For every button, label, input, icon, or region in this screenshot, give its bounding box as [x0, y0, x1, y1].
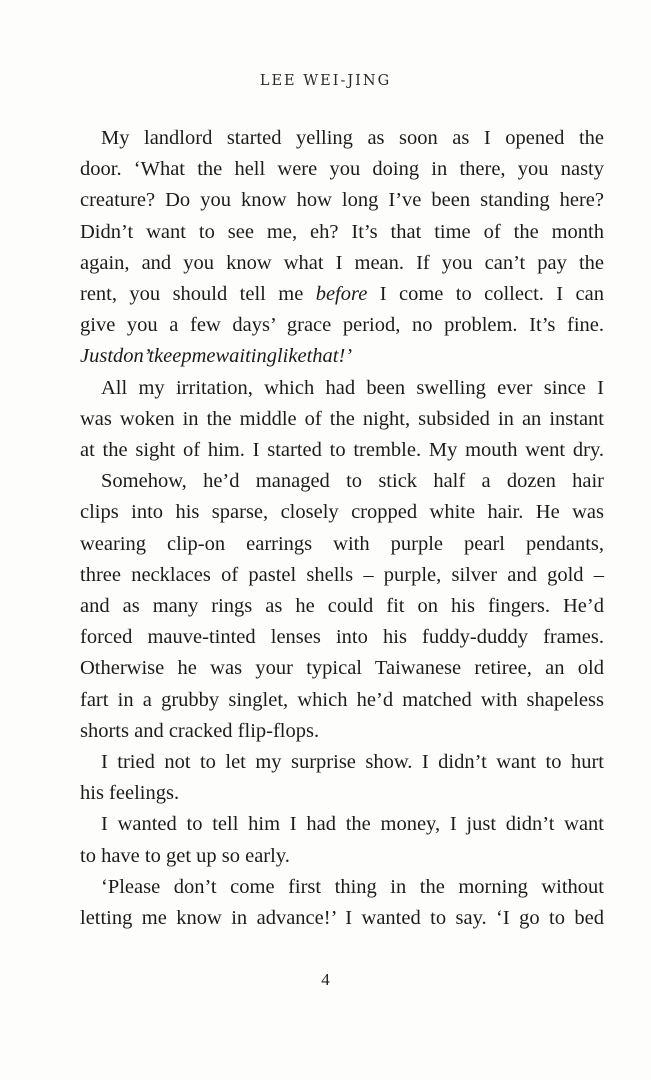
text-line: door. ‘What the hell were you doing in there, you nasty [80, 158, 604, 181]
paragraph [80, 872, 604, 934]
paragraph [80, 466, 604, 747]
text-line-italic [80, 341, 604, 372]
paragraph [80, 747, 604, 809]
paragraph [80, 123, 604, 373]
text-line: three necklaces of pastel shells – purple, silver and gold – [80, 563, 604, 586]
text-line-with-italic: rent, you should tell me before I come to collect. I can [80, 283, 604, 306]
paragraph [80, 373, 604, 467]
text-line: and as many rings as he could fit on his fingers. He’d [80, 595, 604, 618]
italic-shout: Justdon’tkeepmewaitinglikethat!’ [80, 345, 353, 368]
text-line: All my irritation, which had been swelling ever since I [101, 376, 604, 399]
page-number: 4 [321, 970, 330, 989]
running-head: LEE WEI-JING [259, 73, 392, 89]
text-line: Somehow, he’d managed to stick half a dozen hair [101, 470, 604, 493]
text-line: I tried not to let my surprise show. I didn’t want to hurt [101, 751, 604, 774]
text-line: forced mauve-tinted lenses into his fuddy-duddy frames. [80, 626, 604, 649]
italic-emphasis: before [315, 283, 368, 306]
text-line: wearing clip-on earrings with purple pearl pendants, [80, 532, 604, 555]
text-line: creature? Do you know how long I’ve been standing here? [80, 189, 604, 212]
text-line: Otherwise he was your typical Taiwanese retiree, an old [80, 657, 604, 680]
text-line: My landlord started yelling as soon as I opened the [101, 127, 604, 149]
text-line: Didn’t want to see me, eh? It’s that time of the month [80, 220, 604, 243]
text-line: I wanted to tell him I had the money, I just didn’t want [101, 813, 604, 836]
text-line: fart in a grubby singlet, which he’d matched with shapeless [80, 688, 604, 711]
text-line: ‘Please don’t come first thing in the morning without [101, 875, 604, 898]
text-line: at the sight of him. I started to tremble. My mouth went dry. [80, 439, 604, 462]
text-line: his feelings. [80, 782, 180, 805]
text-line: again, and you know what I mean. If you can’t pay the [80, 251, 604, 274]
paragraph [80, 809, 604, 871]
text-line: letting me know in advance!’ I wanted to say. ‘I go to bed [80, 907, 604, 930]
text-line: to have to get up so early. [80, 844, 290, 867]
text-line: was woken in the middle of the night, subsided in an instant [80, 407, 604, 430]
body-text [80, 123, 604, 934]
text-line: shorts and cracked flip-flops. [80, 719, 320, 742]
text-line: give you a few days’ grace period, no problem. It’s fine. [80, 314, 604, 337]
text-line: clips into his sparse, closely cropped white hair. He was [80, 501, 604, 524]
